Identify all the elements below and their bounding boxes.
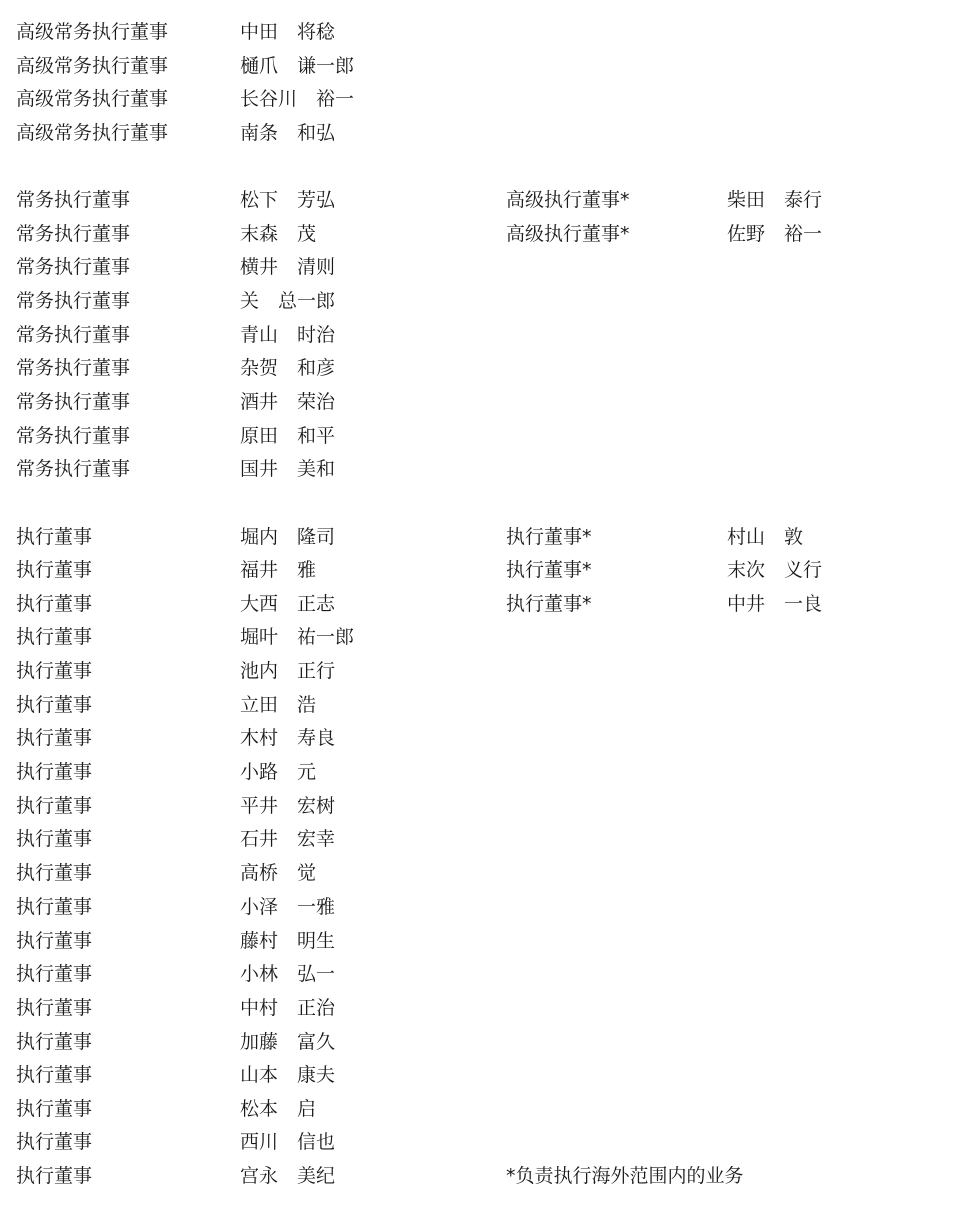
list-row — [0, 185, 963, 215]
officer-name-overseas: 柴田 泰行 — [727, 189, 823, 211]
officer-name: 横井 清则 — [240, 256, 336, 278]
officer-title: 执行董事 — [16, 1064, 93, 1086]
officer-name: 末森 茂 — [240, 223, 317, 245]
officer-name: 加藤 富久 — [240, 1031, 336, 1053]
officer-name: 小林 弘一 — [240, 963, 336, 985]
list-row — [0, 791, 963, 821]
list-row — [0, 555, 963, 585]
officer-title: 常务执行董事 — [16, 189, 131, 211]
officer-name: 池内 正行 — [240, 660, 336, 682]
officer-name: 国井 美和 — [240, 458, 336, 480]
officer-name: 青山 时治 — [240, 324, 336, 346]
list-row — [0, 723, 963, 753]
officer-title: 执行董事 — [16, 660, 93, 682]
officer-title: 常务执行董事 — [16, 391, 131, 413]
officer-title: 执行董事 — [16, 963, 93, 985]
overseas-footnote: *负责执行海外范围内的业务 — [506, 1165, 744, 1187]
officer-name: 小泽 一雅 — [240, 896, 336, 918]
officer-title: 高级常务执行董事 — [16, 88, 169, 110]
list-row — [0, 522, 963, 552]
officer-title-overseas: 执行董事* — [506, 559, 592, 581]
list-row — [0, 858, 963, 888]
officer-name: 原田 和平 — [240, 425, 336, 447]
officer-title: 执行董事 — [16, 930, 93, 952]
officer-title: 常务执行董事 — [16, 425, 131, 447]
officer-name: 杂贺 和彦 — [240, 357, 336, 379]
officer-name-overseas: 末次 义行 — [727, 559, 823, 581]
officer-name: 松下 芳弘 — [240, 189, 336, 211]
list-row — [0, 656, 963, 686]
officer-title: 执行董事 — [16, 559, 93, 581]
officer-title: 执行董事 — [16, 828, 93, 850]
officer-name: 山本 康夫 — [240, 1064, 336, 1086]
officer-title: 执行董事 — [16, 1031, 93, 1053]
list-row — [0, 622, 963, 652]
officer-title: 执行董事 — [16, 593, 93, 615]
officer-title: 执行董事 — [16, 694, 93, 716]
officer-title-overseas: 执行董事* — [506, 593, 592, 615]
officer-name: 樋爪 谦一郎 — [240, 55, 355, 77]
officer-name: 中村 正治 — [240, 997, 336, 1019]
officer-name: 堀叶 祐一郎 — [240, 626, 355, 648]
officer-title-overseas: 高级执行董事* — [506, 223, 630, 245]
officer-title: 常务执行董事 — [16, 324, 131, 346]
officer-name: 关 总一郎 — [240, 290, 336, 312]
list-row — [0, 51, 963, 81]
officer-name: 平井 宏树 — [240, 795, 336, 817]
list-row — [0, 219, 963, 249]
officer-name: 宫永 美纪 — [240, 1165, 336, 1187]
officer-name: 大西 正志 — [240, 593, 336, 615]
officer-title: 执行董事 — [16, 862, 93, 884]
list-row — [0, 118, 963, 148]
officer-title: 常务执行董事 — [16, 223, 131, 245]
officer-title: 执行董事 — [16, 997, 93, 1019]
officer-title: 执行董事 — [16, 626, 93, 648]
list-row — [0, 589, 963, 619]
officer-title: 执行董事 — [16, 795, 93, 817]
officer-name: 松本 启 — [240, 1098, 317, 1120]
list-row — [0, 1161, 963, 1191]
officer-name: 福井 雅 — [240, 559, 317, 581]
officer-title: 执行董事 — [16, 896, 93, 918]
officer-title: 常务执行董事 — [16, 458, 131, 480]
officer-name: 中田 将稔 — [240, 21, 336, 43]
list-row — [0, 926, 963, 956]
officer-title: 执行董事 — [16, 526, 93, 548]
officer-name-overseas: 村山 敦 — [727, 526, 804, 548]
officer-name: 高桥 觉 — [240, 862, 317, 884]
officer-name: 木村 寿良 — [240, 727, 336, 749]
officer-name: 石井 宏幸 — [240, 828, 336, 850]
list-row — [0, 252, 963, 282]
list-row — [0, 286, 963, 316]
list-row — [0, 320, 963, 350]
officer-name: 长谷川 裕一 — [240, 88, 355, 110]
list-row — [0, 757, 963, 787]
list-row — [0, 387, 963, 417]
officer-name: 藤村 明生 — [240, 930, 336, 952]
list-row — [0, 84, 963, 114]
officer-name: 小路 元 — [240, 761, 317, 783]
officer-name-overseas: 佐野 裕一 — [727, 223, 823, 245]
officer-title-overseas: 执行董事* — [506, 526, 592, 548]
list-row — [0, 1094, 963, 1124]
list-row — [0, 824, 963, 854]
list-row — [0, 690, 963, 720]
list-row — [0, 892, 963, 922]
officer-name-overseas: 中井 一良 — [727, 593, 823, 615]
officer-title-overseas: 高级执行董事* — [506, 189, 630, 211]
officer-title: 执行董事 — [16, 1165, 93, 1187]
officer-title: 常务执行董事 — [16, 357, 131, 379]
list-row — [0, 1127, 963, 1157]
officer-name: 西川 信也 — [240, 1131, 336, 1153]
officer-name: 堀内 隆司 — [240, 526, 336, 548]
list-row — [0, 1060, 963, 1090]
officer-name: 立田 浩 — [240, 694, 317, 716]
officer-title: 高级常务执行董事 — [16, 55, 169, 77]
list-row — [0, 353, 963, 383]
list-row — [0, 17, 963, 47]
officer-title: 执行董事 — [16, 1098, 93, 1120]
officer-title: 执行董事 — [16, 1131, 93, 1153]
officer-title: 高级常务执行董事 — [16, 21, 169, 43]
list-row — [0, 454, 963, 484]
officer-name: 南条 和弘 — [240, 122, 336, 144]
officer-title: 高级常务执行董事 — [16, 122, 169, 144]
officer-title: 常务执行董事 — [16, 256, 131, 278]
officer-title: 执行董事 — [16, 761, 93, 783]
officer-title: 常务执行董事 — [16, 290, 131, 312]
officer-name: 酒井 荣治 — [240, 391, 336, 413]
list-row — [0, 421, 963, 451]
list-row — [0, 959, 963, 989]
list-row — [0, 1027, 963, 1057]
officer-title: 执行董事 — [16, 727, 93, 749]
list-row — [0, 993, 963, 1023]
